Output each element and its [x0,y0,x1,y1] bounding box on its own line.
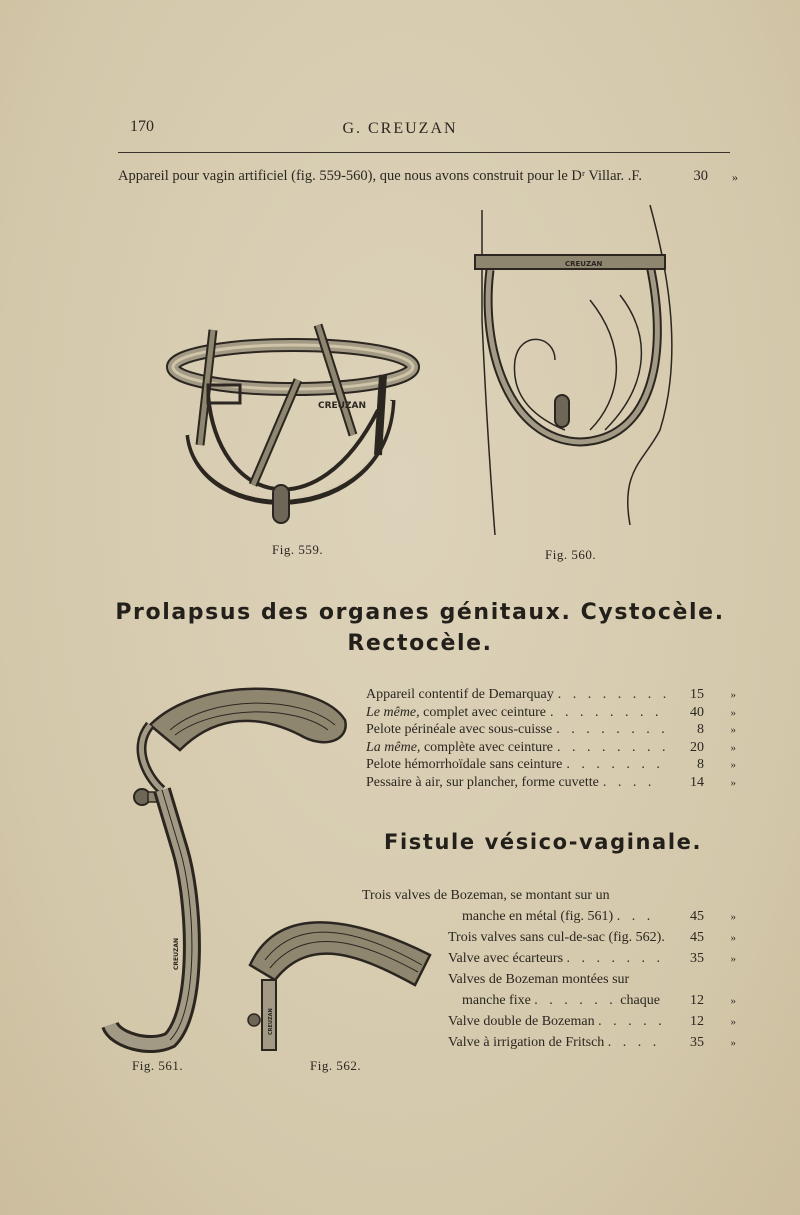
intro-line [118,168,738,185]
price-list-label [366,774,674,792]
section1-heading [100,600,740,656]
s2-item1-price: 45 [690,909,704,924]
intro-unit: » [732,170,738,184]
author-name: G. CREUZAN [342,120,458,137]
intro-price: 30 [693,168,708,184]
section2-title: Fistule vésico-vaginale. [384,830,703,854]
figure-559 [168,315,418,535]
s2-item1-line1 [362,885,736,906]
fig561-stamp: CREUZAN [173,937,180,970]
price-list-row [366,721,736,739]
s2-item3-dots: . . . . . . . [566,951,665,966]
section2-heading [384,830,714,854]
belt-harness-illustration [168,315,418,535]
harness-on-body-illustration [470,200,690,545]
item-price: 8 [697,722,704,738]
s2-item4-line1 [362,969,736,990]
s2-item4-label [362,990,674,1011]
item-price: 14 [690,774,704,790]
price-list-row [366,686,736,704]
s2-item4-price: 12 [690,993,704,1008]
price-list-label [366,704,674,722]
fig560-stamp: CREUZAN [565,260,603,268]
price-list-label [366,686,674,704]
price-list-label [366,756,674,774]
s2-item4-text: Valves de Bozeman montées sur [448,972,630,987]
item-dots: . . . . . . . . [549,704,663,720]
s2-item1-unit: » [730,911,736,923]
s2-item6-label [362,1032,674,1053]
item-label: Appareil contentif de Demarquay [366,687,554,702]
item-label: Pessaire à air, sur plancher, forme cuvette [366,774,599,790]
s2-item5-dots: . . . . . [598,1014,666,1029]
s2-item3-price: 35 [690,951,704,966]
item-unit: » [730,741,736,754]
item-price: 8 [697,757,704,773]
s2-item1-text2 [362,906,674,927]
price-list-label [366,739,674,757]
fig559-caption: Fig. 559. [272,542,324,557]
s2-item5-unit: » [730,1016,736,1028]
item-label: Pelote hémorrhoïdale sans ceinture [366,757,563,773]
s2-item1-text: Trois valves de Bozeman, se montant sur un [362,888,610,903]
item-label: Pelote périnéale avec sous-cuisse [366,722,553,738]
s2-item5 [362,1011,736,1032]
s2-item2-price: 45 [690,930,704,945]
item-price: 15 [690,687,704,702]
item-label-rest: complète avec ceinture [420,739,553,755]
s2-item4-cont: manche fixe [462,993,531,1008]
s2-item6 [362,1032,736,1053]
item-dots: . . . . . . . . [556,739,670,755]
s2-item2 [362,927,736,948]
section1-title-line2: Rectocèle. [347,631,493,656]
intro-text: Appareil pour vagin artificiel (fig. 559-560), que nous avons construit pour le Dʳ Villar. .F. [118,168,642,184]
price-list-row [366,739,736,757]
item-unit: » [730,706,736,719]
fig562-stamp: CREUZAN [268,1008,274,1035]
s2-item3-unit: » [730,953,736,965]
s2-item6-price: 35 [690,1035,704,1050]
item-label-italic: Le même, [366,704,420,720]
item-dots: . . . . . . . . [556,722,669,738]
s2-item1-dots: . . . [616,909,655,924]
item-price: 40 [690,704,704,720]
header-rule [118,152,730,153]
s2-item1-cont: manche en métal (fig. 561) [462,909,614,924]
item-dots: . . . . . . . [566,757,664,773]
item-unit: » [730,724,736,737]
item-unit: » [730,759,736,772]
s2-item5-price: 12 [690,1014,704,1029]
s2-item4-suffix: chaque [620,993,660,1008]
item-label-rest: complet avec ceinture [419,704,546,720]
s2-item5-label [362,1011,674,1032]
s2-item5-text: Valve double de Bozeman [448,1014,595,1029]
fig562-caption: Fig. 562. [310,1058,362,1073]
s2-item4-unit: » [730,995,736,1007]
s2-item2-text: Trois valves sans cul-de-sac (fig. 562). [448,930,665,945]
s2-item2-unit: » [730,932,736,944]
section2-price-list [362,885,736,1053]
s2-item4-dots: . . . . . . [534,993,617,1008]
s2-item1-line2 [362,906,736,927]
item-price: 20 [690,739,704,755]
price-list-row [366,774,736,792]
item-label-italic: La même, [366,739,421,755]
fig560-caption: Fig. 560. [545,547,597,562]
section1-title-line1: Prolapsus des organes génitaux. Cystocèle. [115,600,725,625]
running-head [0,118,800,142]
item-unit: » [730,689,736,701]
s2-item3-text: Valve avec écarteurs [448,951,564,966]
price-list-label [366,721,674,739]
item-unit: » [730,776,736,789]
s2-item6-text: Valve à irrigation de Fritsch [448,1035,605,1050]
s2-item3 [362,948,736,969]
fig559-stamp: CREUZAN [318,401,367,411]
s2-item3-label [362,948,674,969]
item-dots: . . . . . . . . [557,687,671,702]
price-list-row [366,704,736,722]
s2-item6-dots: . . . . [607,1035,661,1050]
page-number: 170 [130,118,154,135]
price-list-row [366,756,736,774]
figure-560 [470,200,690,545]
item-dots: . . . . [602,774,656,790]
s2-item6-unit: » [730,1037,736,1049]
section1-price-list [366,686,736,792]
s2-item4-line2 [362,990,736,1011]
fig561-caption: Fig. 561. [132,1058,184,1073]
